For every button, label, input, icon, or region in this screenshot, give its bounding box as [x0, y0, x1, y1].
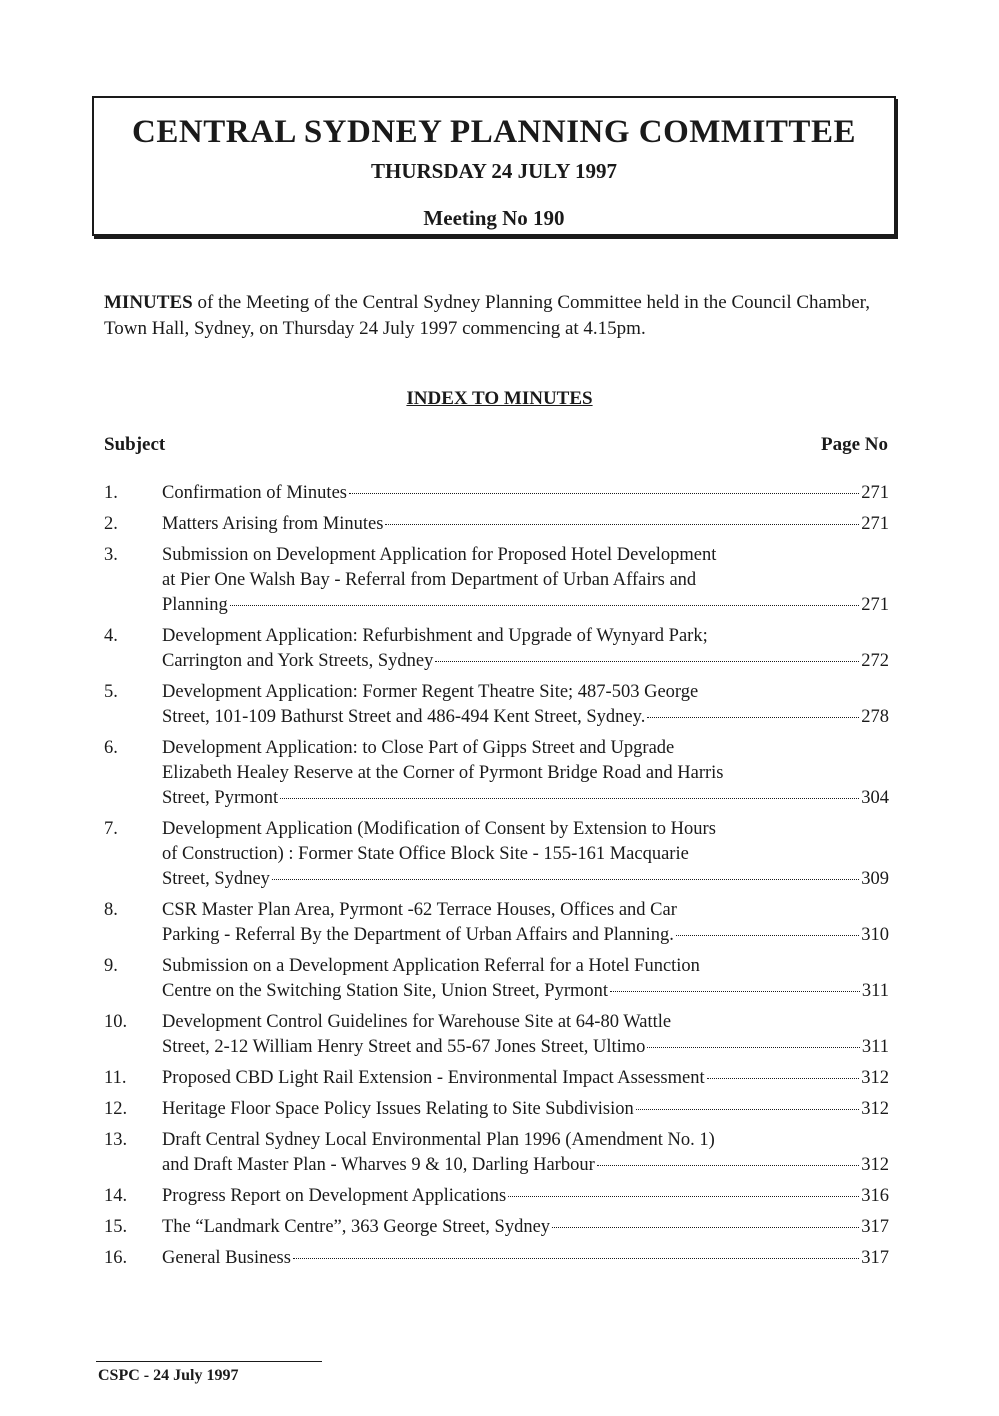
dot-leader: [272, 879, 859, 880]
entry-number: 6.: [104, 738, 118, 758]
entry-page-number: 312: [861, 1068, 889, 1088]
entry-page-number: 271: [861, 514, 889, 534]
dot-leader: [707, 1078, 860, 1079]
entry-number: 7.: [104, 819, 118, 839]
dot-leader: [636, 1109, 860, 1110]
entry-line: Submission on a Development Application Referral for a Hotel Function: [162, 956, 700, 976]
entry-page-number: 278: [861, 707, 889, 727]
entry-line: Development Application (Modification of Consent by Extension to Hours: [162, 819, 716, 839]
entry-page-number: 309: [861, 869, 889, 889]
entry-number: 16.: [104, 1248, 128, 1268]
entry-title-end: General Business: [162, 1248, 291, 1268]
entry-number: 9.: [104, 956, 118, 976]
entry-number: 10.: [104, 1012, 128, 1032]
footer-text: CSPC - 24 July 1997: [98, 1367, 239, 1384]
entry-number: 13.: [104, 1130, 128, 1150]
intro-text: of the Meeting of the Central Sydney Planning Committee held in the Council Chamber, Town Hall, Sydney, on Thursday 24 July 1997 commencing at 4.15pm.: [104, 292, 870, 339]
meeting-number: Meeting No 190: [423, 206, 565, 230]
entry-line: Development Application: Refurbishment and Upgrade of Wynyard Park;: [162, 626, 708, 646]
entry-title-end: and Draft Master Plan - Wharves 9 & 10, Darling Harbour: [162, 1155, 595, 1175]
page-column-label: Page No: [820, 434, 888, 455]
dot-leader: [676, 935, 859, 936]
entry-page-number: 304: [861, 788, 889, 808]
entry-title-end: Street, Pyrmont: [162, 788, 279, 808]
dot-leader: [435, 661, 859, 662]
entry-number: 3.: [104, 545, 118, 565]
dot-leader: [293, 1258, 859, 1259]
entry-line: Draft Central Sydney Local Environmental Plan 1996 (Amendment No. 1): [162, 1130, 715, 1150]
entry-number: 4.: [104, 626, 118, 646]
entry-page-number: 312: [861, 1099, 889, 1119]
footer-rule: [96, 1361, 322, 1362]
entry-number: 8.: [104, 900, 118, 920]
entry-title-end: Street, Sydney: [162, 869, 270, 889]
dot-leader: [385, 524, 859, 525]
dot-leader: [280, 798, 859, 799]
entry-page-number: 310: [861, 925, 889, 945]
entry-title-end: Centre on the Switching Station Site, Union Street, Pyrmont: [162, 981, 609, 1001]
entry-page-number: 272: [861, 651, 889, 671]
index-entry: [104, 736, 889, 811]
index-entry: [104, 1215, 889, 1240]
dot-leader: [647, 717, 859, 718]
entry-number: 12.: [104, 1099, 128, 1119]
entry-line: at Pier One Walsh Bay - Referral from Department of Urban Affairs and: [162, 570, 697, 590]
entry-number: 2.: [104, 514, 118, 534]
index-entry: [104, 1097, 889, 1122]
index-entry: [104, 1066, 889, 1091]
index-entry: [104, 898, 889, 948]
title-box: [92, 96, 896, 236]
intro-lead: MINUTES: [104, 292, 193, 313]
entry-line: Development Application: to Close Part of Gipps Street and Upgrade: [162, 738, 675, 758]
index-entry: [104, 1010, 889, 1060]
entry-title-end: Confirmation of Minutes: [162, 483, 347, 503]
entry-number: 14.: [104, 1186, 128, 1206]
entry-line: Elizabeth Healey Reserve at the Corner of Pyrmont Bridge Road and Harris: [162, 763, 724, 783]
entry-line: CSR Master Plan Area, Pyrmont -62 Terrace Houses, Offices and Car: [162, 900, 677, 920]
entry-title-end: Proposed CBD Light Rail Extension - Environmental Impact Assessment: [162, 1068, 705, 1088]
entry-title-end: Matters Arising from Minutes: [162, 514, 384, 534]
index-entry: [104, 481, 889, 506]
entry-title-end: Heritage Floor Space Policy Issues Relating to Site Subdivision: [162, 1099, 634, 1119]
entry-title-end: Street, 2-12 William Henry Street and 55-67 Jones Street, Ultimo: [162, 1037, 646, 1057]
index-entry: [104, 512, 889, 537]
meeting-date: THURSDAY 24 JULY 1997: [370, 159, 618, 183]
entry-title-end: Planning: [162, 595, 228, 615]
entry-number: 1.: [104, 483, 118, 503]
entry-page-number: 271: [861, 483, 889, 503]
dot-leader: [552, 1227, 859, 1228]
committee-title: CENTRAL SYDNEY PLANNING COMMITTEE: [132, 114, 856, 150]
dot-leader: [349, 493, 859, 494]
index-entry: [104, 680, 889, 730]
entry-page-number: 317: [861, 1217, 889, 1237]
intro-paragraph: [104, 290, 894, 342]
dot-leader: [230, 605, 859, 606]
index-entry: [104, 954, 889, 1004]
entry-line: Submission on Development Application for Proposed Hotel Development: [162, 545, 717, 565]
entry-title-end: Street, 101-109 Bathurst Street and 486-494 Kent Street, Sydney.: [162, 707, 646, 727]
entry-page-number: 312: [861, 1155, 889, 1175]
entry-line: Development Control Guidelines for Warehouse Site at 64-80 Wattle: [162, 1012, 672, 1032]
dot-leader: [647, 1047, 860, 1048]
index-entry: [104, 1246, 889, 1271]
index-list: [104, 481, 889, 1277]
entry-number: 5.: [104, 682, 118, 702]
entry-title-end: The “Landmark Centre”, 363 George Street, Sydney: [162, 1217, 551, 1237]
dot-leader: [508, 1196, 859, 1197]
entry-page-number: 317: [861, 1248, 889, 1268]
entry-page-number: 311: [861, 981, 889, 1001]
entry-page-number: 316: [861, 1186, 889, 1206]
entry-number: 11.: [104, 1068, 127, 1088]
entry-title-end: Progress Report on Development Applications: [162, 1186, 507, 1206]
entry-line: Development Application: Former Regent Theatre Site; 487-503 George: [162, 682, 699, 702]
index-entry: [104, 817, 889, 892]
entry-number: 15.: [104, 1217, 128, 1237]
dot-leader: [610, 991, 860, 992]
subject-column-label: Subject: [104, 434, 166, 455]
entry-title-end: Parking - Referral By the Department of Urban Affairs and Planning.: [162, 925, 674, 945]
index-entry: [104, 543, 889, 618]
index-entry: [104, 624, 889, 674]
entry-line: of Construction) : Former State Office Block Site - 155-161 Macquarie: [162, 844, 689, 864]
index-entry: [104, 1128, 889, 1178]
entry-page-number: 311: [861, 1037, 889, 1057]
index-heading: INDEX TO MINUTES: [406, 388, 593, 409]
index-entry: [104, 1184, 889, 1209]
entry-page-number: 271: [861, 595, 889, 615]
dot-leader: [597, 1165, 860, 1166]
entry-title-end: Carrington and York Streets, Sydney: [162, 651, 434, 671]
